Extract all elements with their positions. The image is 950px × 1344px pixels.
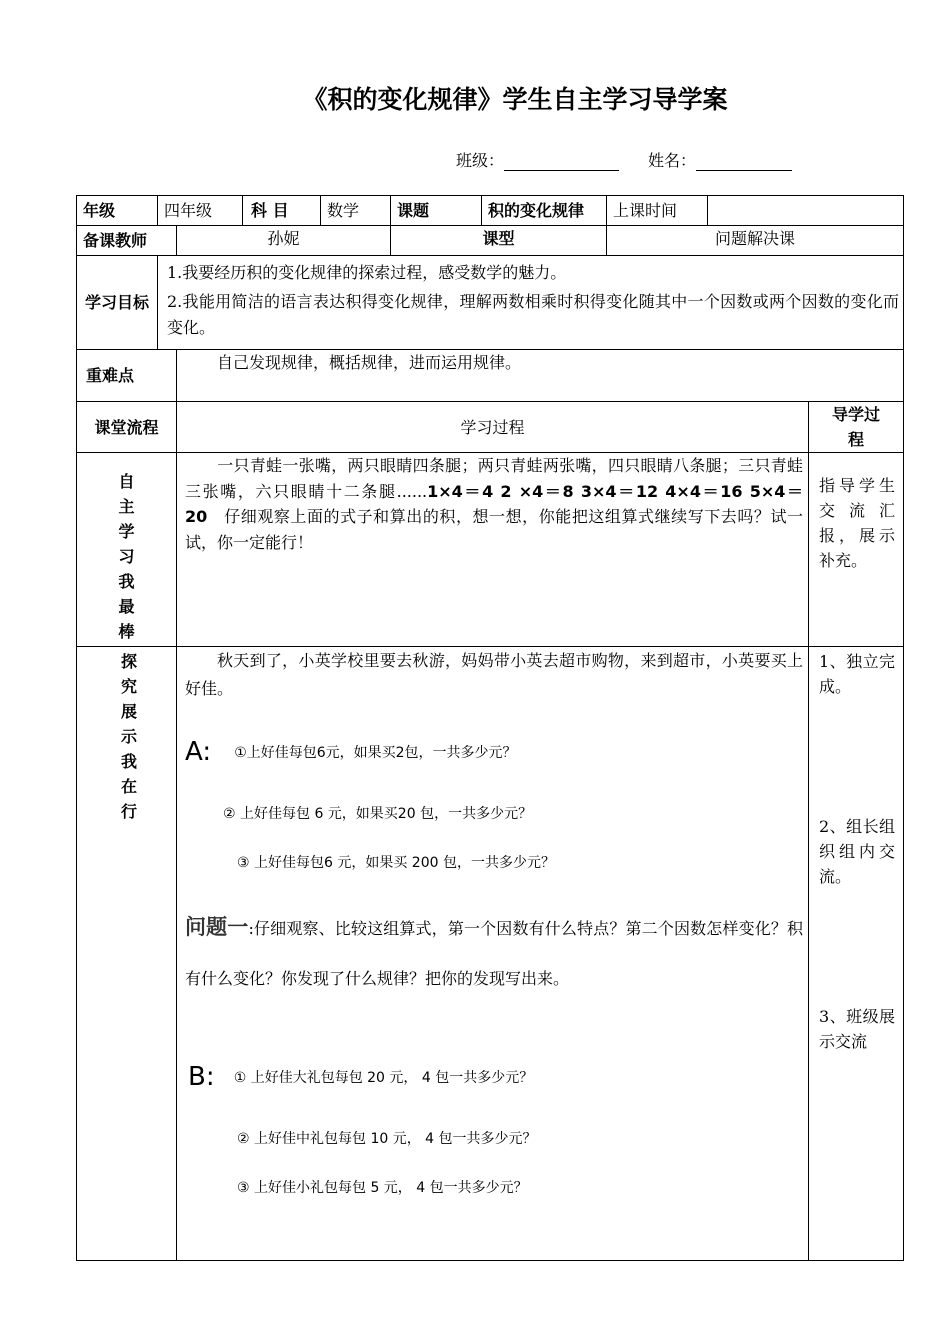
a-question-3: ③ 上好佳每包6 元，如果买 200 包，一共多少元？ xyxy=(237,855,555,871)
topic-label: 课题 xyxy=(391,196,482,226)
flow-col-stage: 课堂流程 xyxy=(77,402,177,453)
guide-step-3: 3、班级展示交流 xyxy=(819,1007,896,1051)
explore-content xyxy=(177,647,809,1261)
key-points-text: 自己发现规律，概括规律，进而运用规律。 xyxy=(177,350,904,402)
self-study-text-a: 一只青蛙一张嘴，两只眼睛四条腿；两只青蛙两张嘴，四只眼睛八条腿；三只青蛙三张嘴，六只眼睛十二条腿...... xyxy=(185,456,804,501)
explore-row xyxy=(77,647,904,1261)
question-one xyxy=(185,902,803,1004)
self-study-label: 自主学习我最棒 xyxy=(77,453,177,647)
explore-b-line xyxy=(185,1064,803,1091)
question-one-label: 问题一 xyxy=(185,915,249,939)
teacher-value: 孙妮 xyxy=(177,226,391,256)
explore-guide xyxy=(809,647,904,1261)
subject-label: 科 目 xyxy=(243,196,321,226)
guide-step-1: 1、独立完成。 xyxy=(819,652,896,696)
b-question-3: ③ 上好佳小礼包每包 5 元， 4 包一共多少元？ xyxy=(237,1180,528,1196)
a-question-2: ② 上好佳每包 6 元，如果买20 包，一共多少元？ xyxy=(223,806,533,822)
type-value: 问题解决课 xyxy=(607,226,904,256)
class-field xyxy=(456,148,619,171)
name-field xyxy=(648,148,792,171)
explore-label: 探究展示我在行 xyxy=(77,647,177,1261)
flow-header-row xyxy=(77,402,904,453)
teacher-label: 备课教师 xyxy=(77,226,177,256)
topic-value: 积的变化规律 xyxy=(482,196,607,226)
goals-label: 学习目标 xyxy=(77,256,158,350)
self-study-text-b: 仔细观察上面的式子和算出的积，想一想，你能把这组算式继续写下去吗？试一试，你一定能行！ xyxy=(185,507,804,552)
goals-row xyxy=(77,256,904,350)
key-points-label: 重难点 xyxy=(77,350,177,402)
time-value[interactable] xyxy=(708,196,904,226)
goals-content xyxy=(158,256,904,350)
info-row-1 xyxy=(77,196,904,226)
key-points-row xyxy=(77,350,904,402)
explore-intro: 秋天到了，小英学校里要去秋游，妈妈带小英去超市购物，来到超市，小英要买上好佳。 xyxy=(185,651,804,698)
class-label: 班级： xyxy=(456,151,505,170)
b-question-2: ② 上好佳中礼包每包 10 元， 4 包一共多少元？ xyxy=(237,1131,537,1147)
grade-label: 年级 xyxy=(77,196,158,226)
question-one-text: :仔细观察、比较这组算式，第一个因数有什么特点？第二个因数怎样变化？积有什么变化？你发现了什么规律？把你的发现写出来。 xyxy=(185,919,804,988)
flow-col-process: 学习过程 xyxy=(177,402,809,453)
self-study-guide: 指导学生交流汇报，展示补充。 xyxy=(809,453,904,647)
goal-item-1: 1.我要经历积的变化规律的探索过程，感受数学的魅力。 xyxy=(167,263,567,282)
class-blank[interactable] xyxy=(504,152,619,171)
explore-a-line xyxy=(185,739,803,766)
name-label: 姓名： xyxy=(648,151,697,170)
time-label: 上课时间 xyxy=(607,196,708,226)
goal-item-2: 2.我能用简洁的语言表达积得变化规律，理解两数相乘时积得变化随其中一个因数或两个因数的变化而变化。 xyxy=(167,292,900,337)
grade-value: 四年级 xyxy=(158,196,243,226)
name-blank[interactable] xyxy=(696,152,792,171)
lesson-plan-table xyxy=(76,195,904,1261)
guide-step-2: 2、组长组织组内交流。 xyxy=(819,817,896,886)
subject-value: 数学 xyxy=(321,196,391,226)
a-label: A: xyxy=(185,737,212,767)
b-label: B: xyxy=(188,1062,215,1092)
a-question-1: ①上好佳每包6元，如果买2包，一共多少元？ xyxy=(234,745,517,761)
info-row-2 xyxy=(77,226,904,256)
self-study-content xyxy=(177,453,809,647)
b-question-1: ① 上好佳大礼包每包 20 元， 4 包一共多少元？ xyxy=(233,1070,534,1086)
flow-col-guide: 导学过程 xyxy=(809,402,904,453)
type-label: 课型 xyxy=(391,226,607,256)
page-title: 《积的变化规律》学生自主学习导学案 xyxy=(302,85,728,114)
self-study-formulas: 1×4＝4 2 ×4＝8 3×4＝12 4×4＝16 5×4＝20 xyxy=(185,481,804,526)
self-study-row xyxy=(77,453,904,647)
